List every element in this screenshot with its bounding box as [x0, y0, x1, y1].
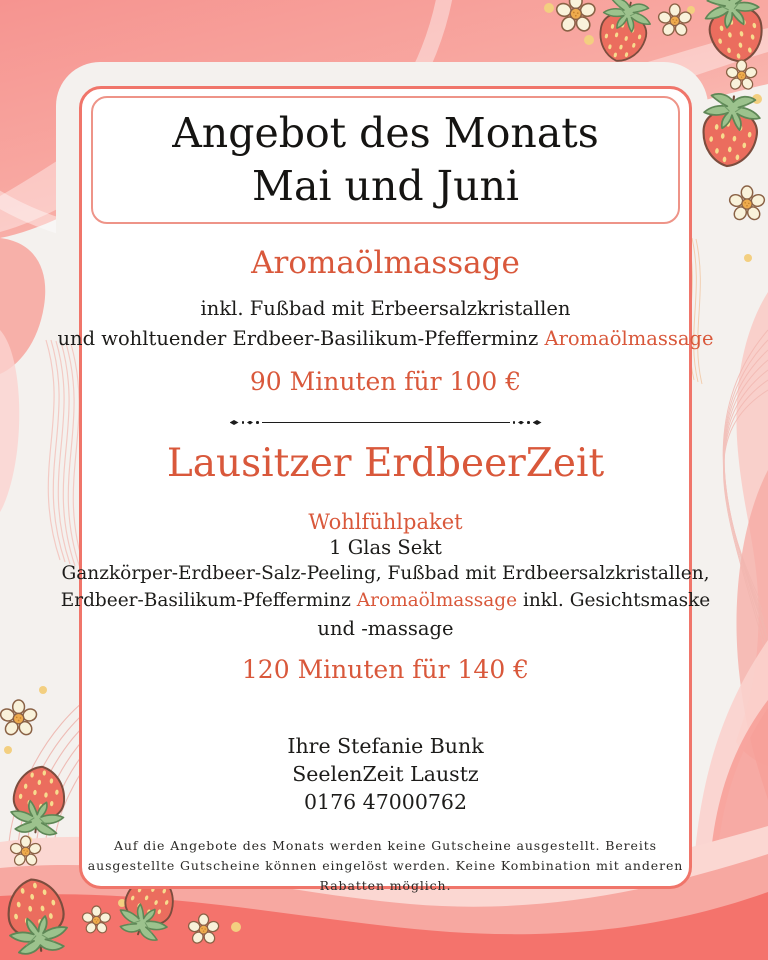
offer2-description-line4: und -massage	[317, 617, 454, 640]
disclaimer-text: Auf die Angebote des Monats werden keine Gutscheine ausgestellt. Bereits ausgestellte Gutscheine können eingelöst werden. Keine Kombination mit anderen Rabatten möglich.	[87, 838, 684, 893]
divider-ornament	[518, 421, 524, 425]
offer1-description-line2-highlight: Aromaölmassage	[544, 327, 714, 350]
offer1-description-line1: inkl. Fußbad mit Erbeersalzkristallen	[200, 297, 571, 320]
contact-name: Ihre Stefanie Bunk	[287, 734, 484, 758]
offer2-description-line3-suffix: inkl. Gesichtsmaske	[517, 590, 711, 611]
divider-ornament	[242, 421, 245, 424]
offer1-description-line2-text: und wohltuender Erdbeer-Basilikum-Pfefferminz	[57, 327, 545, 350]
offer1-price: 90 Minuten für 100 €	[249, 367, 522, 396]
offer2-subheading: Wohlfühlpaket	[308, 510, 463, 534]
offer2-description-line2: Ganzkörper-Erdbeer-Salz-Peeling, Fußbad mit Erdbeersalzkristallen,	[61, 563, 710, 584]
section-divider	[230, 420, 542, 425]
divider-ornament	[513, 421, 516, 424]
divider-ornament	[256, 421, 259, 424]
contact-business: SeelenZeit Laustz	[292, 762, 479, 786]
poster-title-line2: Mai und Juni	[251, 162, 520, 210]
offer1-description-line2	[57, 327, 713, 350]
divider-ornament	[527, 421, 530, 424]
divider-ornament	[247, 421, 253, 425]
title-box	[91, 96, 680, 224]
offer1-heading: Aromaölmassage	[251, 245, 520, 281]
offer2-price: 120 Minuten für 140 €	[241, 655, 530, 684]
offer-card	[57, 86, 714, 893]
offer2-heading: Lausitzer ErdbeerZeit	[166, 441, 605, 486]
divider-ornament	[533, 420, 542, 425]
offer2-description-line3-highlight: Aromaölmassage	[356, 590, 518, 611]
poster-title-line1: Angebot des Monats	[172, 109, 599, 157]
offer2-description-line1: 1 Glas Sekt	[329, 536, 442, 559]
offer2-description-line3	[61, 590, 711, 611]
offer2-description-line3-text: Erdbeer-Basilikum-Pfefferminz	[60, 590, 357, 611]
contact-phone: 0176 47000762	[303, 790, 468, 814]
contact-block	[82, 732, 689, 816]
divider-ornament	[230, 420, 239, 425]
divider-line	[262, 422, 510, 423]
